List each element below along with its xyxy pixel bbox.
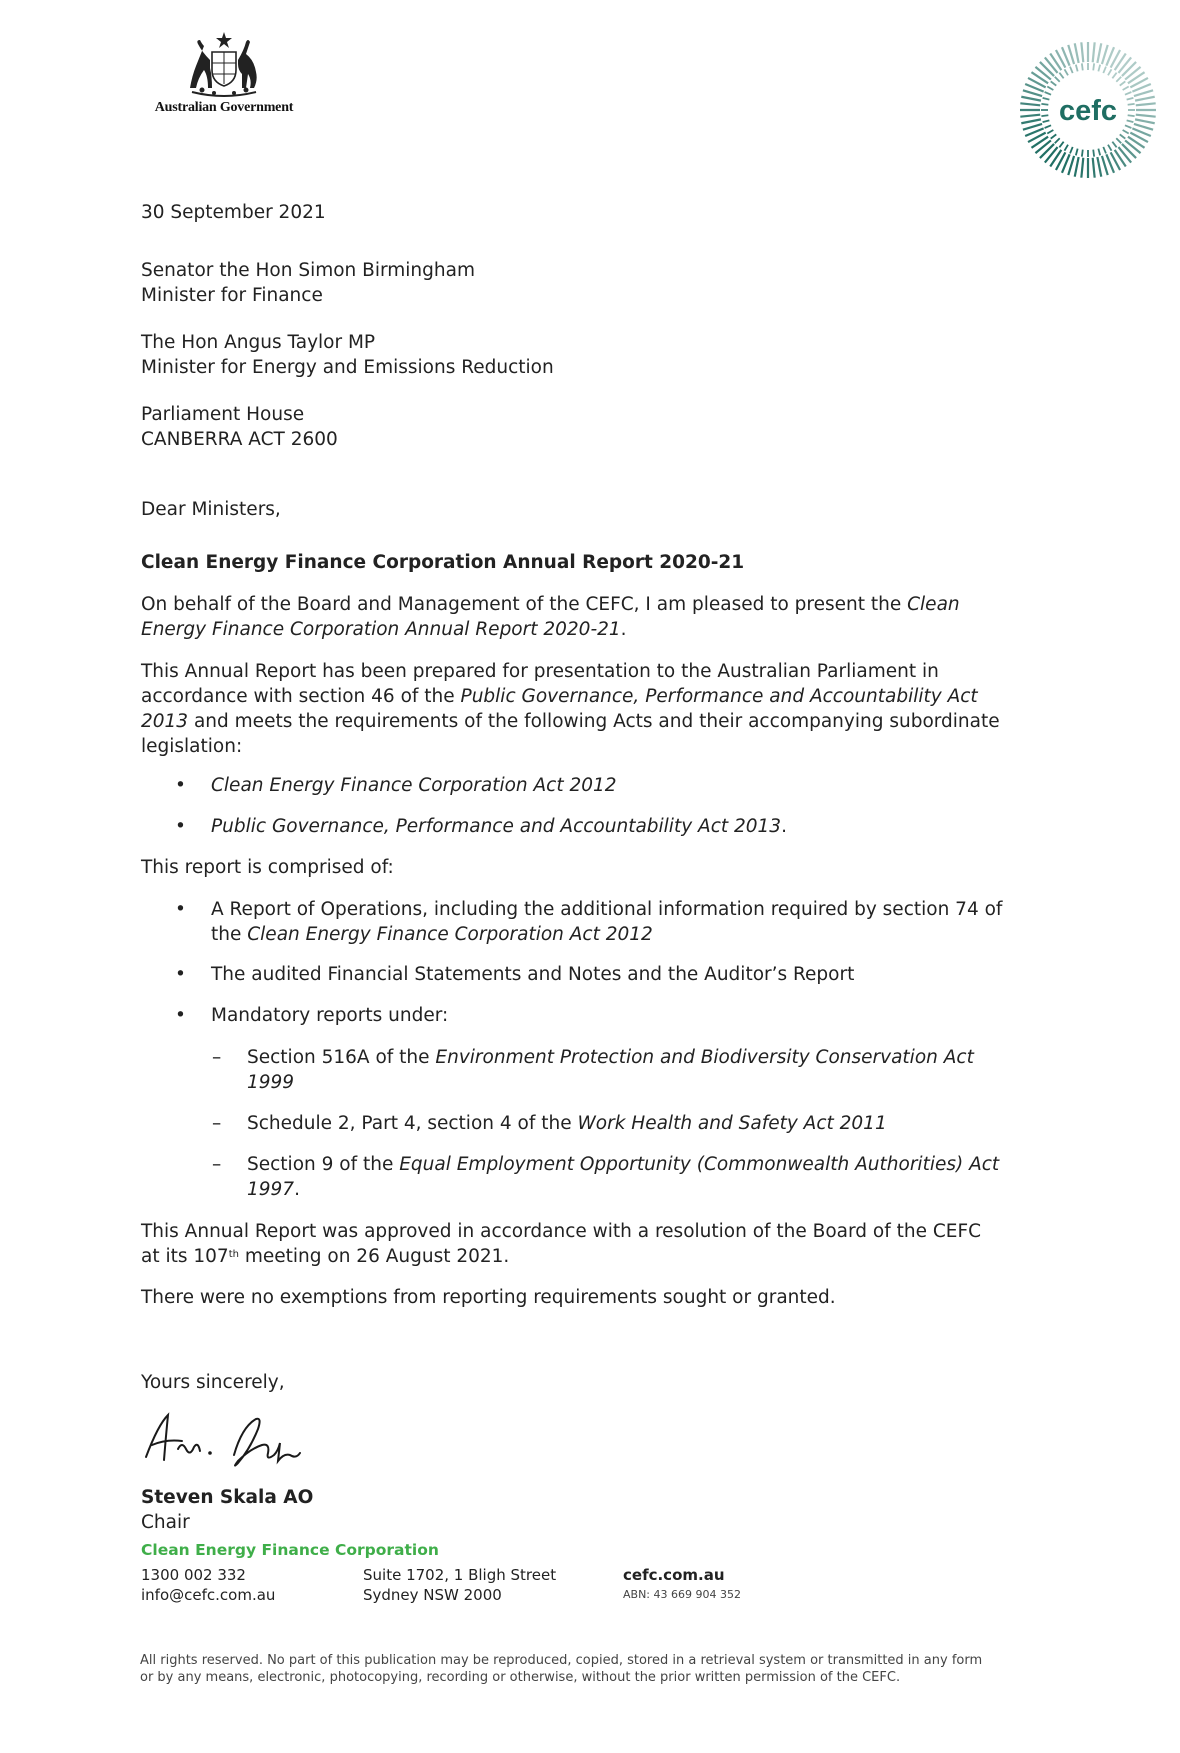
addressee-2-title: Minister for Energy and Emissions Reduction <box>141 357 554 378</box>
bullet-icon: • <box>175 775 186 796</box>
logo-ray <box>1065 145 1069 151</box>
logo-ray <box>1098 65 1100 72</box>
footer-abn: ABN: 43 669 904 352 <box>623 1588 741 1601</box>
list-item <box>175 773 1055 798</box>
paragraph-approval <box>141 1219 1061 1269</box>
logo-ray <box>1093 42 1095 62</box>
whs-act-title: Work Health and Safety Act 2011 <box>577 1113 887 1134</box>
australian-government-logo <box>140 30 308 116</box>
report-of-operations-act: Clean Energy Finance Corporation Act 2012 <box>247 924 653 945</box>
intro-end: . <box>620 619 627 640</box>
logo-ray <box>1023 90 1042 96</box>
report-of-operations-line-2: the <box>211 924 248 945</box>
list-item <box>212 1045 1052 1095</box>
logo-ray <box>1045 92 1051 95</box>
bullet-icon: • <box>175 964 186 985</box>
eeo-act-end: . <box>294 1179 300 1200</box>
addressee-1-title: Minister for Finance <box>141 285 323 306</box>
logo-ray <box>1108 69 1112 75</box>
footer-web <box>623 1565 741 1601</box>
logo-ray <box>1127 98 1134 100</box>
logo-ray <box>1123 130 1129 134</box>
logo-ray <box>1136 115 1156 117</box>
logo-ray <box>1135 119 1155 123</box>
epbc-act-year: 1999 <box>247 1072 295 1093</box>
address-line-2: CANBERRA ACT 2600 <box>141 429 338 450</box>
footer-address-line-2: Sydney NSW 2000 <box>363 1586 502 1604</box>
intro-report-title-part1: Clean <box>907 594 960 615</box>
logo-ray <box>1043 120 1050 122</box>
act-cefc: Clean Energy Finance Corporation Act 2012 <box>211 775 617 796</box>
list-item <box>212 1152 1052 1202</box>
paragraph-preparation <box>141 659 1061 759</box>
logo-ray <box>1081 158 1083 178</box>
footer-website: cefc.com.au <box>623 1566 725 1584</box>
logo-ray <box>1103 67 1106 73</box>
logo-ray <box>1102 156 1108 175</box>
logo-ray <box>1116 138 1121 143</box>
bullet-icon: • <box>175 899 186 920</box>
logo-ray <box>1041 115 1048 116</box>
logo-ray <box>1097 43 1101 63</box>
logo-ray <box>1075 43 1079 63</box>
footer-address <box>363 1565 556 1605</box>
bullet-icon: • <box>175 1005 186 1026</box>
logo-ray <box>1051 81 1057 85</box>
signature <box>138 1405 338 1475</box>
logo-ray <box>1055 77 1060 82</box>
logo-ray <box>1051 134 1057 138</box>
paragraph-intro <box>141 592 1061 642</box>
logo-ray <box>1125 92 1131 95</box>
logo-ray <box>1097 157 1101 177</box>
addressee-1-name: Senator the Hon Simon Birmingham <box>141 260 475 281</box>
logo-ray <box>1076 65 1078 72</box>
logo-ray <box>1023 124 1042 130</box>
logo-ray <box>1098 149 1100 156</box>
footer-org-name: Clean Energy Finance Corporation <box>141 1541 439 1559</box>
logo-ray <box>1093 63 1094 70</box>
cefc-logo <box>1018 40 1158 180</box>
addressee-1 <box>141 258 475 308</box>
handwritten-signature-icon <box>138 1405 338 1475</box>
logo-ray <box>1125 125 1131 128</box>
list-item <box>175 814 1055 839</box>
logo-ray <box>1123 87 1129 91</box>
logo-ray <box>1127 120 1134 122</box>
sub-item-3-text: Section 9 of the <box>247 1154 400 1175</box>
approval-line-1: This Annual Report was approved in accordance with a resolution of the Board of the CEFC <box>141 1221 982 1242</box>
legal-line-1: All rights reserved. No part of this publication may be reproduced, copied, stored in a retrieval system or transmitted in any form <box>140 1653 983 1668</box>
list-item <box>175 1003 1055 1028</box>
prep-line-4: legislation: <box>141 736 243 757</box>
dash-icon: – <box>212 1113 222 1134</box>
logo-ray <box>1020 103 1040 105</box>
intro-report-title-part2: Energy Finance Corporation Annual Report 2020-21 <box>141 619 621 640</box>
logo-ray <box>1112 142 1116 148</box>
dash-icon: – <box>212 1154 222 1175</box>
coat-of-arms-icon <box>182 30 266 98</box>
approval-line-2b: meeting on 26 August 2021. <box>238 1246 510 1267</box>
pgpa-act-title: Public Governance, Performance and Accountability Act <box>460 686 978 707</box>
comprised-intro: This report is comprised of: <box>141 857 394 878</box>
footer-email: info@cefc.com.au <box>141 1586 276 1604</box>
signatory-name: Steven Skala AO <box>141 1487 314 1508</box>
logo-ray <box>1093 150 1094 157</box>
logo-ray <box>1047 87 1053 91</box>
logo-ray <box>1120 81 1126 85</box>
logo-ray <box>1043 98 1050 100</box>
logo-ray <box>1122 62 1136 76</box>
logo-ray <box>1128 104 1135 105</box>
logo-ray <box>1093 158 1095 178</box>
logo-ray <box>1021 119 1041 123</box>
legal-line-2: or by any means, electronic, photocopying, recording or otherwise, without the prior written permission of the CEFC. <box>140 1670 901 1685</box>
intro-text: On behalf of the Board and Management of the CEFC, I am pleased to present the <box>141 594 908 615</box>
logo-ray <box>1047 130 1053 134</box>
logo-ray <box>1070 67 1073 73</box>
list-item <box>175 962 1055 987</box>
logo-ray <box>1070 147 1073 153</box>
logo-ray <box>1040 144 1054 158</box>
addressee-2 <box>141 330 554 380</box>
logo-ray <box>1055 138 1060 143</box>
logo-ray <box>1128 115 1135 116</box>
subject-heading: Clean Energy Finance Corporation Annual Report 2020-21 <box>141 552 745 573</box>
logo-ray <box>1068 45 1074 64</box>
logo-ray <box>1021 97 1041 101</box>
address-line-1: Parliament House <box>141 404 305 425</box>
cefc-logo-text: cefc <box>1058 95 1118 127</box>
eeo-act-title: Equal Employment Opportunity (Commonwealth Authorities) Act <box>399 1154 1000 1175</box>
logo-ray <box>1116 77 1121 82</box>
closing: Yours sincerely, <box>141 1372 285 1393</box>
government-label: Australian Government <box>154 100 294 115</box>
logo-ray <box>1059 142 1063 148</box>
logo-ray <box>1120 134 1126 138</box>
approval-line-2a: at its 107 <box>141 1246 229 1267</box>
signatory-title: Chair <box>141 1512 190 1533</box>
addressee-2-name: The Hon Angus Taylor MP <box>141 332 376 353</box>
bullet-icon: • <box>175 816 186 837</box>
logo-ray <box>1134 90 1153 96</box>
salutation: Dear Ministers, <box>141 499 281 520</box>
logo-ray <box>1103 147 1106 153</box>
eeo-act-year: 1997 <box>247 1179 295 1200</box>
prep-line-2: accordance with section 46 of the <box>141 686 461 707</box>
letter-date: 30 September 2021 <box>141 202 326 223</box>
cefc-ring-icon <box>1018 40 1158 180</box>
act-pgpa: Public Governance, Performance and Accountability Act 2013 <box>211 816 782 837</box>
footer-phone: 1300 002 332 <box>141 1566 246 1584</box>
logo-ray <box>1065 69 1069 75</box>
logo-ray <box>1108 145 1112 151</box>
act-pgpa-end: . <box>781 816 787 837</box>
logo-ray <box>1082 150 1083 157</box>
logo-ray <box>1040 62 1054 76</box>
mandatory-reports-item: Mandatory reports under: <box>211 1005 449 1026</box>
prep-line-1: This Annual Report has been prepared for presentation to the Australian Parliament in <box>141 661 939 682</box>
logo-ray <box>1112 73 1116 79</box>
pgpa-act-year: 2013 <box>141 711 189 732</box>
footer-contact <box>141 1565 275 1605</box>
dash-icon: – <box>212 1047 222 1068</box>
address-block <box>141 402 338 452</box>
sub-item-1-text: Section 516A of the <box>247 1047 436 1068</box>
prep-line-3: and meets the requirements of the following Acts and their accompanying subordinate <box>188 711 1000 732</box>
logo-ray <box>1136 103 1156 105</box>
logo-ray <box>1075 157 1079 177</box>
report-of-operations-line-1: A Report of Operations, including the additional information required by section 74 of <box>211 899 1003 920</box>
epbc-act-title: Environment Protection and Biodiversity Conservation Act <box>435 1047 974 1068</box>
logo-ray <box>1076 149 1078 156</box>
signatory-block <box>141 1485 313 1535</box>
logo-ray <box>1134 124 1153 130</box>
paragraph-exemptions: There were no exemptions from reporting requirements sought or granted. <box>141 1287 836 1308</box>
logo-ray <box>1041 104 1048 105</box>
legal-notice <box>140 1652 982 1686</box>
logo-ray <box>1059 73 1063 79</box>
logo-ray <box>1081 42 1083 62</box>
list-item <box>212 1111 1052 1136</box>
logo-ray <box>1135 97 1155 101</box>
logo-ray <box>1102 45 1108 64</box>
sub-item-2-text: Schedule 2, Part 4, section 4 of the <box>247 1113 578 1134</box>
logo-ray <box>1068 156 1074 175</box>
footer-address-line-1: Suite 1702, 1 Bligh Street <box>363 1566 557 1584</box>
financial-statements-item: The audited Financial Statements and Notes and the Auditor’s Report <box>211 964 855 985</box>
logo-ray <box>1020 115 1040 117</box>
logo-ray <box>1045 125 1051 128</box>
list-item <box>175 897 1055 947</box>
ordinal-suffix: th <box>228 1249 239 1260</box>
logo-ray <box>1082 63 1083 70</box>
logo-ray <box>1122 144 1136 158</box>
